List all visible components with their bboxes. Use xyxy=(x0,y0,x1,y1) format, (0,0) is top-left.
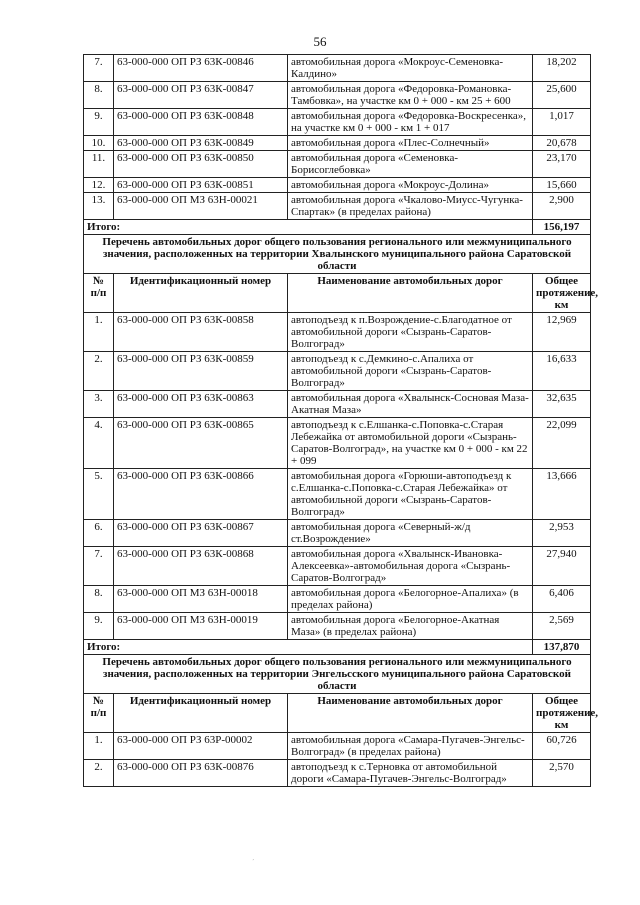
row-id: 63-000-000 ОП РЗ 63К-00858 xyxy=(114,313,288,352)
row-id: 63-000-000 ОП МЗ 63Н-00018 xyxy=(114,586,288,613)
row-id: 63-000-000 ОП РЗ 63К-00867 xyxy=(114,520,288,547)
row-number: 1. xyxy=(84,733,114,760)
row-id: 63-000-000 ОП РЗ 63К-00851 xyxy=(114,178,288,193)
row-road-name: автомобильная дорога «Чкалово-Миусс-Чугунка-Спартак» (в пределах района) xyxy=(288,193,533,220)
row-length: 1,017 xyxy=(533,109,591,136)
roads-table xyxy=(83,54,599,787)
row-length: 23,170 xyxy=(533,151,591,178)
row-length: 12,969 xyxy=(533,313,591,352)
table-row xyxy=(84,469,591,520)
row-id: 63-000-000 ОП РЗ 63К-00865 xyxy=(114,418,288,469)
row-id: 63-000-000 ОП РЗ 63К-00876 xyxy=(114,760,288,787)
table-row xyxy=(84,418,591,469)
roads-table-body xyxy=(84,55,599,787)
row-id: 63-000-000 ОП РЗ 63К-00847 xyxy=(114,82,288,109)
table-row xyxy=(84,82,591,109)
row-length: 2,953 xyxy=(533,520,591,547)
table-row xyxy=(84,151,591,178)
table-row xyxy=(84,391,591,418)
table-row xyxy=(84,613,591,640)
row-id: 63-000-000 ОП МЗ 63Н-00019 xyxy=(114,613,288,640)
row-length: 25,600 xyxy=(533,82,591,109)
row-road-name: автомобильная дорога «Белогорное-Апалиха» (в пределах района) xyxy=(288,586,533,613)
table-row xyxy=(84,547,591,586)
row-number: 2. xyxy=(84,760,114,787)
row-number: 7. xyxy=(84,55,114,82)
total-label: Итого: xyxy=(84,640,533,655)
section-header-row xyxy=(84,235,591,274)
row-id: 63-000-000 ОП РЗ 63К-00849 xyxy=(114,136,288,151)
total-row xyxy=(84,220,591,235)
row-length: 27,940 xyxy=(533,547,591,586)
row-road-name: автомобильная дорога «Мокроус-Долина» xyxy=(288,178,533,193)
row-id: 63-000-000 ОП РЗ 63К-00863 xyxy=(114,391,288,418)
section-title: Перечень автомобильных дорог общего пользования регионального или межмуниципального значения, расположенных на территории Энгельсского муниципального района Саратовской области xyxy=(84,655,591,694)
column-header-num: № п/п xyxy=(84,274,114,313)
row-road-name: автомобильная дорога «Хвалынск-Ивановка-Алексеевка»-автомобильная дорога «Сызрань-Саратов-Волгоград» xyxy=(288,547,533,586)
row-length: 60,726 xyxy=(533,733,591,760)
row-road-name: автомобильная дорога «Белогорное-Акатная Маза» (в пределах района) xyxy=(288,613,533,640)
row-number: 6. xyxy=(84,520,114,547)
row-number: 10. xyxy=(84,136,114,151)
row-length: 16,633 xyxy=(533,352,591,391)
table-row xyxy=(84,178,591,193)
column-header-length: Общее протяжение, км xyxy=(533,694,591,733)
column-header-id: Идентификационный номер xyxy=(114,694,288,733)
row-number: 9. xyxy=(84,109,114,136)
row-road-name: автомобильная дорога «Федоровка-Романовка-Тамбовка», на участке км 0 + 000 - км 25 + 600 xyxy=(288,82,533,109)
row-id: 63-000-000 ОП РЗ 63Р-00002 xyxy=(114,733,288,760)
column-header-row xyxy=(84,274,591,313)
table-row xyxy=(84,352,591,391)
total-value: 137,870 xyxy=(533,640,591,655)
section-title: Перечень автомобильных дорог общего пользования регионального или межмуниципального значения, расположенных на территории Хвалынского муниципального района Саратовской области xyxy=(84,235,591,274)
row-road-name: автомобильная дорога «Плес-Солнечный» xyxy=(288,136,533,151)
row-road-name: автомобильная дорога «Хвалынск-Сосновая Маза-Акатная Маза» xyxy=(288,391,533,418)
table-row xyxy=(84,760,591,787)
row-road-name: автоподъезд к с.Елшанка-с.Поповка-с.Старая Лебежайка от автомобильной дороги «Сызрань-Саратов-Волгоград», на участке км 0 + 000 - км 22 + 099 xyxy=(288,418,533,469)
row-number: 3. xyxy=(84,391,114,418)
table-row xyxy=(84,193,591,220)
row-road-name: автоподъезд к с.Терновка от автомобильной дороги «Самара-Пугачев-Энгельс-Волгоград» xyxy=(288,760,533,787)
table-row xyxy=(84,520,591,547)
row-length: 32,635 xyxy=(533,391,591,418)
table-row xyxy=(84,313,591,352)
row-number: 8. xyxy=(84,586,114,613)
table-row xyxy=(84,733,591,760)
row-id: 63-000-000 ОП МЗ 63Н-00021 xyxy=(114,193,288,220)
row-number: 4. xyxy=(84,418,114,469)
row-road-name: автоподъезд к п.Возрождение-с.Благодатное от автомобильной дороги «Сызрань-Саратов-Волгоград» xyxy=(288,313,533,352)
total-value: 156,197 xyxy=(533,220,591,235)
row-number: 2. xyxy=(84,352,114,391)
row-number: 13. xyxy=(84,193,114,220)
column-header-length: Общее протяжение, км xyxy=(533,274,591,313)
column-header-row xyxy=(84,694,591,733)
row-id: 63-000-000 ОП РЗ 63К-00868 xyxy=(114,547,288,586)
row-length: 15,660 xyxy=(533,178,591,193)
row-number: 8. xyxy=(84,82,114,109)
row-road-name: автоподъезд к с.Демкино-с.Апалиха от автомобильной дороги «Сызрань-Саратов-Волгоград» xyxy=(288,352,533,391)
total-label: Итого: xyxy=(84,220,533,235)
column-header-id: Идентификационный номер xyxy=(114,274,288,313)
row-id: 63-000-000 ОП РЗ 63К-00866 xyxy=(114,469,288,520)
row-number: 9. xyxy=(84,613,114,640)
row-id: 63-000-000 ОП РЗ 63К-00859 xyxy=(114,352,288,391)
page-number: 56 xyxy=(313,34,327,49)
row-id: 63-000-000 ОП РЗ 63К-00850 xyxy=(114,151,288,178)
row-number: 7. xyxy=(84,547,114,586)
row-id: 63-000-000 ОП РЗ 63К-00848 xyxy=(114,109,288,136)
row-length: 20,678 xyxy=(533,136,591,151)
table-row xyxy=(84,109,591,136)
column-header-num: № п/п xyxy=(84,694,114,733)
row-number: 11. xyxy=(84,151,114,178)
row-length: 18,202 xyxy=(533,55,591,82)
row-length: 6,406 xyxy=(533,586,591,613)
table-row xyxy=(84,55,591,82)
section-header-row xyxy=(84,655,591,694)
row-length: 22,099 xyxy=(533,418,591,469)
row-road-name: автомобильная дорога «Горюши-автоподъезд к с.Елшанка-с.Поповка-с.Старая Лебежайка» от автомобильной дороги «Сызрань-Саратов-Волгоград» xyxy=(288,469,533,520)
table-row xyxy=(84,136,591,151)
row-length: 2,569 xyxy=(533,613,591,640)
row-road-name: автомобильная дорога «Северный-ж/д ст.Возрождение» xyxy=(288,520,533,547)
row-id: 63-000-000 ОП РЗ 63К-00846 xyxy=(114,55,288,82)
total-row xyxy=(84,640,591,655)
row-road-name: автомобильная дорога «Самара-Пугачев-Энгельс-Волгоград» (в пределах района) xyxy=(288,733,533,760)
table-row xyxy=(84,586,591,613)
row-length: 13,666 xyxy=(533,469,591,520)
column-header-name: Наименование автомобильных дорог xyxy=(288,694,533,733)
column-header-name: Наименование автомобильных дорог xyxy=(288,274,533,313)
row-length: 2,570 xyxy=(533,760,591,787)
row-number: 1. xyxy=(84,313,114,352)
row-length: 2,900 xyxy=(533,193,591,220)
row-road-name: автомобильная дорога «Мокроус-Семеновка-Калдино» xyxy=(288,55,533,82)
row-road-name: автомобильная дорога «Федоровка-Воскресенка», на участке км 0 + 000 - км 1 + 017 xyxy=(288,109,533,136)
row-number: 5. xyxy=(84,469,114,520)
scan-mark: ᾽ xyxy=(252,858,255,866)
row-road-name: автомобильная дорога «Семеновка-Борисоглебовка» xyxy=(288,151,533,178)
row-number: 12. xyxy=(84,178,114,193)
